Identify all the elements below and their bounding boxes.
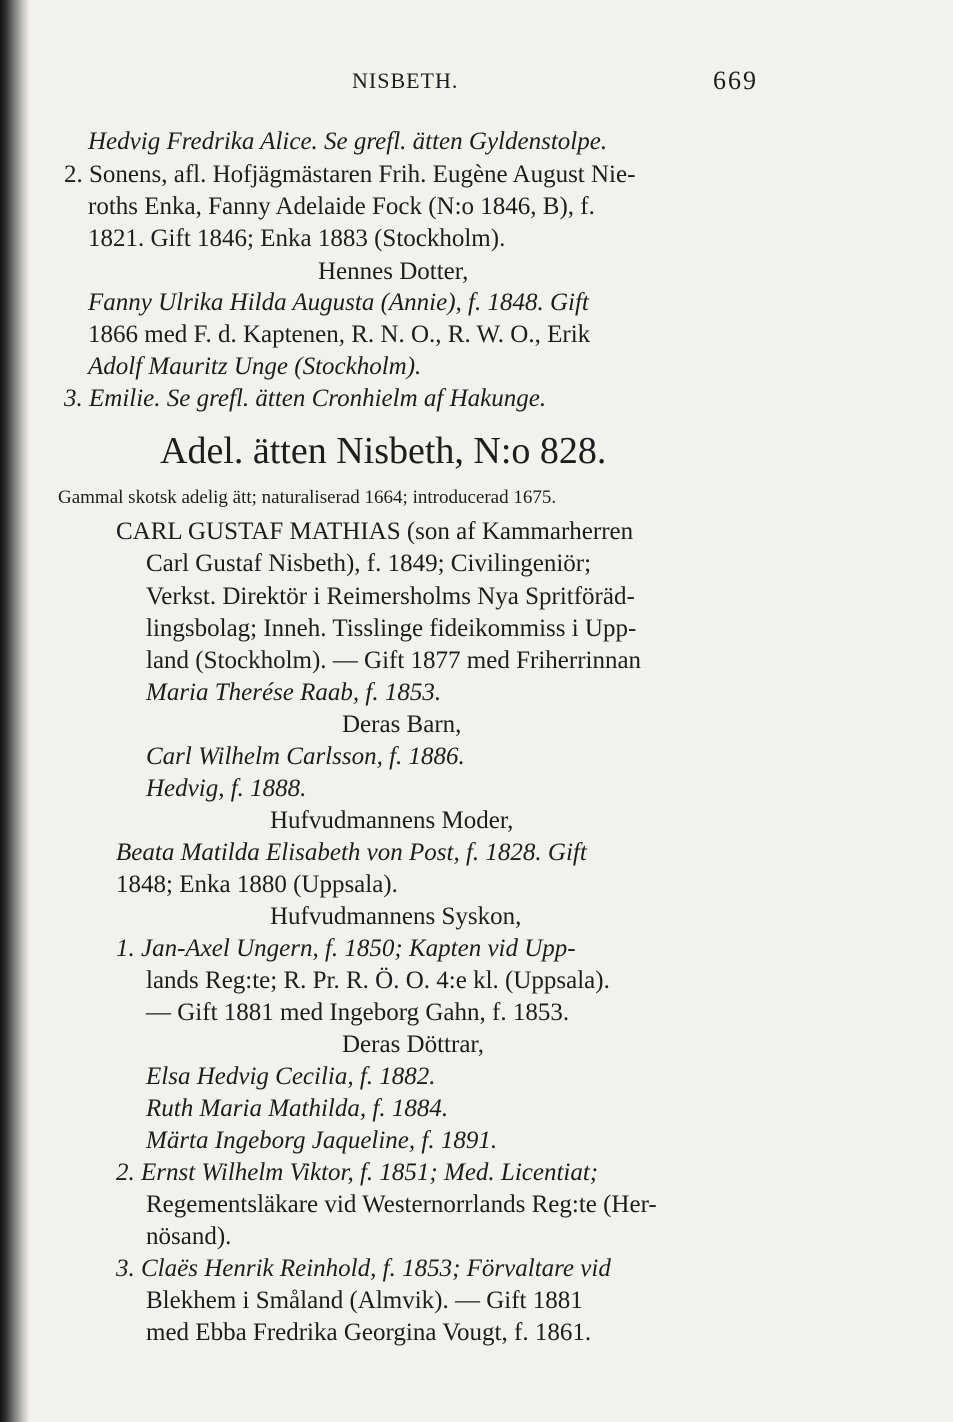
text-line: Fanny Ulrika Hilda Augusta (Annie), f. 1848. Gift (88, 289, 589, 316)
text-line: Ruth Maria Mathilda, f. 1884. (146, 1095, 449, 1122)
text-line: Hufvudmannens Moder, (270, 807, 514, 834)
text-line: Hennes Dotter, (318, 258, 469, 285)
text-line: CARL GUSTAF MATHIAS (son af Kammarherren (116, 518, 634, 545)
text-line: roths Enka, Fanny Adelaide Fock (N:o 1846, B), f. (88, 193, 595, 220)
text-line: 3. Claës Henrik Reinhold, f. 1853; Förvaltare vid (116, 1255, 611, 1282)
page-number: 669 (713, 66, 758, 95)
section-subheading: Gammal skotsk adelig ätt; naturaliserad 1664; introducerad 1675. (58, 487, 557, 508)
text-line: Elsa Hedvig Cecilia, f. 1882. (146, 1063, 436, 1090)
text-line: Deras Döttrar, (342, 1031, 484, 1058)
text-line: Blekhem i Småland (Almvik). — Gift 1881 (146, 1287, 583, 1314)
text-line: land (Stockholm). — Gift 1877 med Friherrinnan (146, 647, 642, 674)
text-line: Carl Wilhelm Carlsson, f. 1886. (146, 743, 465, 770)
text-line: 3. Emilie. Se grefl. ätten Cronhielm af Hakunge. (64, 385, 547, 412)
text-line: Maria Therése Raab, f. 1853. (146, 679, 442, 706)
text-line: Beata Matilda Elisabeth von Post, f. 1828. Gift (116, 839, 587, 866)
text-line: med Ebba Fredrika Georgina Vougt, f. 1861. (146, 1319, 592, 1346)
running-header (352, 66, 772, 96)
text-line: Adolf Mauritz Unge (Stockholm). (88, 353, 422, 380)
text-line: nösand). (146, 1223, 232, 1250)
text-line: Hedvig, f. 1888. (146, 775, 307, 802)
text-line: Deras Barn, (342, 711, 462, 738)
text-line: 1821. Gift 1846; Enka 1883 (Stockholm). (88, 225, 506, 252)
text-line: lingsbolag; Inneh. Tisslinge fideikommiss i Upp- (146, 615, 637, 642)
text-line: 1866 med F. d. Kaptenen, R. N. O., R. W. O., Erik (88, 321, 591, 348)
text-line: Verkst. Direktör i Reimersholms Nya Spritföräd- (146, 583, 635, 610)
text-line: Carl Gustaf Nisbeth), f. 1849; Civilingeniör; (146, 550, 592, 577)
text-line: Hufvudmannens Syskon, (270, 903, 522, 930)
text-line: 1848; Enka 1880 (Uppsala). (116, 871, 398, 898)
text-line: lands Reg:te; R. Pr. R. Ö. O. 4:e kl. (Uppsala). (146, 967, 610, 994)
text-line: — Gift 1881 med Ingeborg Gahn, f. 1853. (146, 999, 570, 1026)
section-heading: Adel. ätten Nisbeth, N:o 828. (160, 430, 607, 472)
text-line: Märta Ingeborg Jaqueline, f. 1891. (146, 1127, 498, 1154)
text-line: Hedvig Fredrika Alice. Se grefl. ätten Gyldenstolpe. (88, 128, 608, 155)
text-line: 2. Ernst Wilhelm Viktor, f. 1851; Med. Licentiat; (116, 1159, 599, 1186)
text-line: Regementsläkare vid Westernorrlands Reg:te (Her- (146, 1191, 657, 1218)
text-line: 1. Jan-Axel Ungern, f. 1850; Kapten vid Upp- (116, 935, 576, 962)
text-line: 2. Sonens, afl. Hofjägmästaren Frih. Eugène August Nie- (64, 161, 636, 188)
running-title: NISBETH. (352, 68, 459, 93)
